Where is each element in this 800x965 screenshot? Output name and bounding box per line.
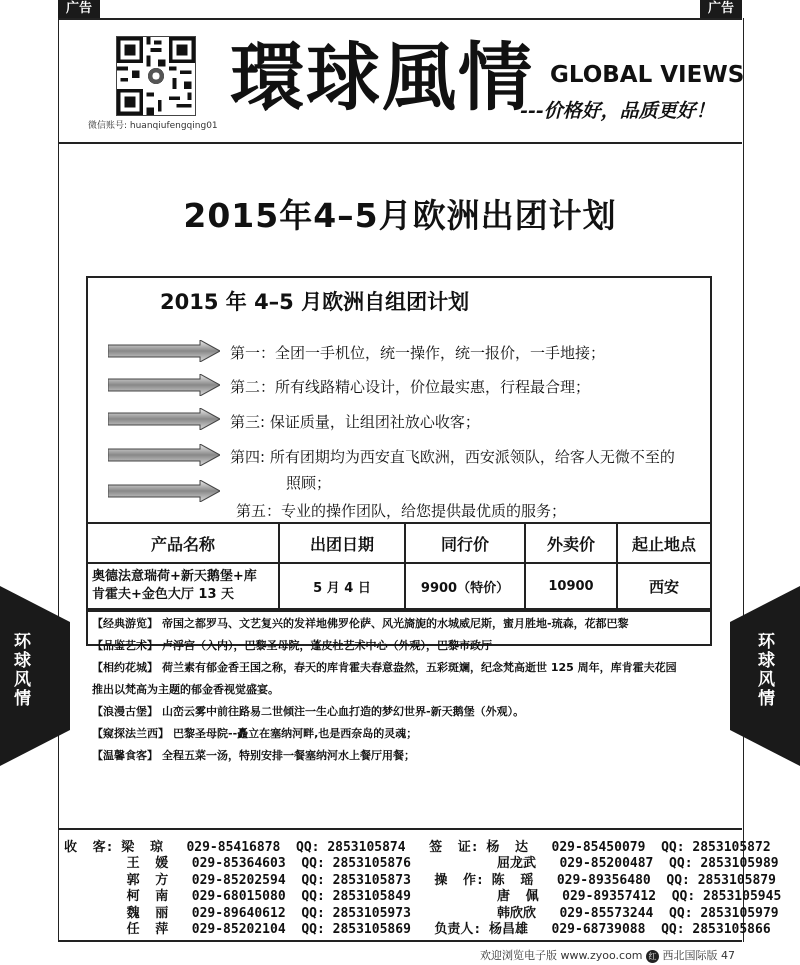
footer-welcome: 欢迎浏览电子版 www.zyoo.com <box>480 949 643 962</box>
header-rule <box>58 142 742 144</box>
peer-price-cell: 9900（特价） <box>405 563 525 609</box>
side-label-left: 环球风情 <box>10 632 30 708</box>
bottom-rule <box>58 940 742 942</box>
feature-1: 第一：全团一手机位，统一操作，统一报价，一手地接； <box>230 344 606 362</box>
product-name-line1: 奥德法意瑞荷+新天鹅堡+库 <box>92 569 257 584</box>
contact-list: 收 客: 梁 琼 029-85416878 QQ: 2853105874 签 证: 杨 达 029-85450079 QQ: 2853105872 王 媛 029-85364603 QQ: 2853105876 屈龙武 029-85200487 QQ: 2853105989 郭 方 029-85202594 QQ: 2853105873 操 作: 陈 瑶 029-89356480 QQ: 2853105879 柯 南 029-68015080 QQ: 2853105849 唐 佩 029-89357412 QQ: 2853105945 魏 丽 029-89640612 QQ: 2853105973 韩欣欣 029-85573244 QQ: 2853105979 任 萍 029-85202104 QQ: 2853105869 负责人: 杨昌雄 029-68739088 QQ: 2853105866 <box>64 840 782 938</box>
detail-line: 【温馨食客】 全程五菜一汤，特别安排一餐塞纳河水上餐厅用餐； <box>92 749 415 762</box>
header-departure-date: 出团日期 <box>279 523 405 563</box>
plan-subtitle: 2015 年 4–5 月欧洲自组团计划 <box>160 290 470 314</box>
ad-label-right: 广告 <box>700 0 742 18</box>
table-header-row <box>87 523 711 563</box>
arrow-icon <box>108 444 220 466</box>
detail-line: 【窥探法兰西】 巴黎圣母院--矗立在塞纳河畔,也是西奈岛的灵魂； <box>92 727 418 740</box>
header-product-name: 产品名称 <box>87 523 279 563</box>
qr-code <box>116 36 196 116</box>
feature-4: 第四: 所有团期均为西安直飞欧洲，西安派领队，给客人无微不至的 <box>230 448 675 466</box>
wechat-account: 微信账号: huanqiufengqing01 <box>88 121 218 131</box>
header-retail-price: 外卖价 <box>525 523 617 563</box>
arrow-icon <box>108 408 220 430</box>
feature-4-cont: 照顾； <box>286 474 332 492</box>
arrow-icon <box>108 340 220 362</box>
detail-line: 【浪漫古堡】 山峦云雾中前往路易二世倾注一生心血打造的梦幻世界-新天鹅堡（外观）。 <box>92 705 525 718</box>
page-number: 47 <box>721 949 736 962</box>
feature-2: 第二：所有线路精心设计，价位最实惠，行程最合理； <box>230 378 591 396</box>
contacts-rule <box>58 828 742 830</box>
route-cell: 西安 <box>617 563 711 609</box>
table-row <box>87 563 711 609</box>
detail-line: 【品鉴艺术】 卢浮宫（入内），巴黎圣母院，蓬皮杜艺术中心（外观），巴黎市政厅 <box>92 639 492 652</box>
details-rule <box>86 610 712 612</box>
header-peer-price: 同行价 <box>405 523 525 563</box>
page-title: 2015年4–5月欧洲出团计划 <box>183 196 617 235</box>
detail-line: 推出以梵高为主题的郁金香视觉盛宴。 <box>92 683 279 696</box>
slogan: ---价格好，品质更好！ <box>520 100 715 122</box>
product-name-cell <box>87 563 279 609</box>
global-views-title: GLOBAL VIEWS <box>550 62 745 88</box>
product-name-line2: 肯霍夫+金色大厅 13 天 <box>92 587 235 602</box>
departure-date-cell: 5 月 4 日 <box>279 563 405 609</box>
brand-logo: 環球風情 <box>230 35 534 121</box>
feature-3: 第三: 保证质量，让组团社放心收客； <box>230 413 480 431</box>
detail-line: 【相约花城】 荷兰素有郁金香王国之称，春天的库肯霍夫春意盎然，五彩斑斓，纪念梵高逝世 125 周年，库肯霍夫花园 <box>92 661 677 674</box>
arrow-icon <box>108 374 220 396</box>
detail-line: 【经典游览】 帝国之都罗马、文艺复兴的发祥地佛罗伦萨、风光旖旎的水城威尼斯，蜜月胜地-琉森，花都巴黎 <box>92 617 629 630</box>
side-label-right: 环球风情 <box>754 632 774 708</box>
hong-badge-icon: 红 <box>646 950 659 963</box>
feature-5: 第五：专业的操作团队，给您提供最优质的服务； <box>236 502 567 520</box>
product-table <box>86 522 712 610</box>
footer-section: 西北国际版 <box>662 949 718 962</box>
arrow-icon <box>108 480 220 502</box>
footer <box>480 947 735 963</box>
ad-label-left: 广告 <box>58 0 100 18</box>
top-rule <box>58 18 742 20</box>
retail-price-cell: 10900 <box>525 563 617 609</box>
header-route: 起止地点 <box>617 523 711 563</box>
